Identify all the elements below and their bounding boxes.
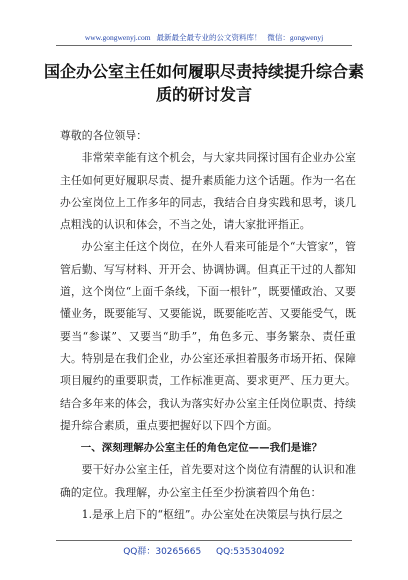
page-header — [0, 32, 408, 43]
header-site-link[interactable]: www.gongwenyj.com — [84, 33, 151, 42]
document-title: 国企办公室主任如何履职尽责持续提升综合素质的研讨发言 — [43, 62, 364, 104]
header-divider — [56, 45, 352, 46]
paragraph-1: 非常荣幸能有这个机会，与大家共同探讨国有企业办公室主任如何更好履职尽责、提升素质能力这个话题。作为一名在办公室岗位上工作多年的同志，我结合自身实践和思考，谈几点粗浅的认识和体会，不当之处，请大家批评指正。 — [60, 151, 356, 232]
footer-qq-group: QQ群：30265665 — [123, 547, 202, 557]
page-footer — [0, 544, 408, 557]
section-paragraph-2: 1.是承上启下的“枢纽”。办公室处在决策层与执行层之 — [81, 508, 344, 522]
salutation: 尊敬的各位领导： — [60, 129, 148, 142]
header-slogan: 最新最全最专业的公文资料库！ — [156, 33, 262, 42]
section-heading: 一、深刻理解办公室主任的角色定位——我们是谁？ — [80, 442, 323, 455]
paragraph-2: 办公室主任这个岗位，在外人看来可能是个“大管家”，管管后勤、写写材料、开开会、协调协调。但真正干过的人都知道，这个岗位“上面千条线，下面一根针”，既要懂政治、又要懂业务，既要能写、又要能说，既要能吃苦、又要能受气，既要当“参谋”、又要当“助手”，角色多元、事务繁杂、责任重大。特别是在我们企业，办公室还承担着服务市场开拓、保障项目履约的重要职责，工作标准更高、要求更严、压力更大。结合多年来的体会，我认为落实好办公室主任岗位职责、持续提升综合素质，重点要把握好以下四个方面。 — [60, 240, 356, 432]
document-body — [60, 125, 356, 526]
header-wechat: 微信：gongwenyj — [267, 33, 324, 42]
section-paragraph-1: 要干好办公室主任，首先要对这个岗位有清醒的认识和准确的定位。我理解，办公室主任至少扮演着四个角色： — [60, 463, 356, 499]
footer-divider — [56, 540, 352, 541]
footer-qq: QQ:535304092 — [216, 547, 285, 557]
